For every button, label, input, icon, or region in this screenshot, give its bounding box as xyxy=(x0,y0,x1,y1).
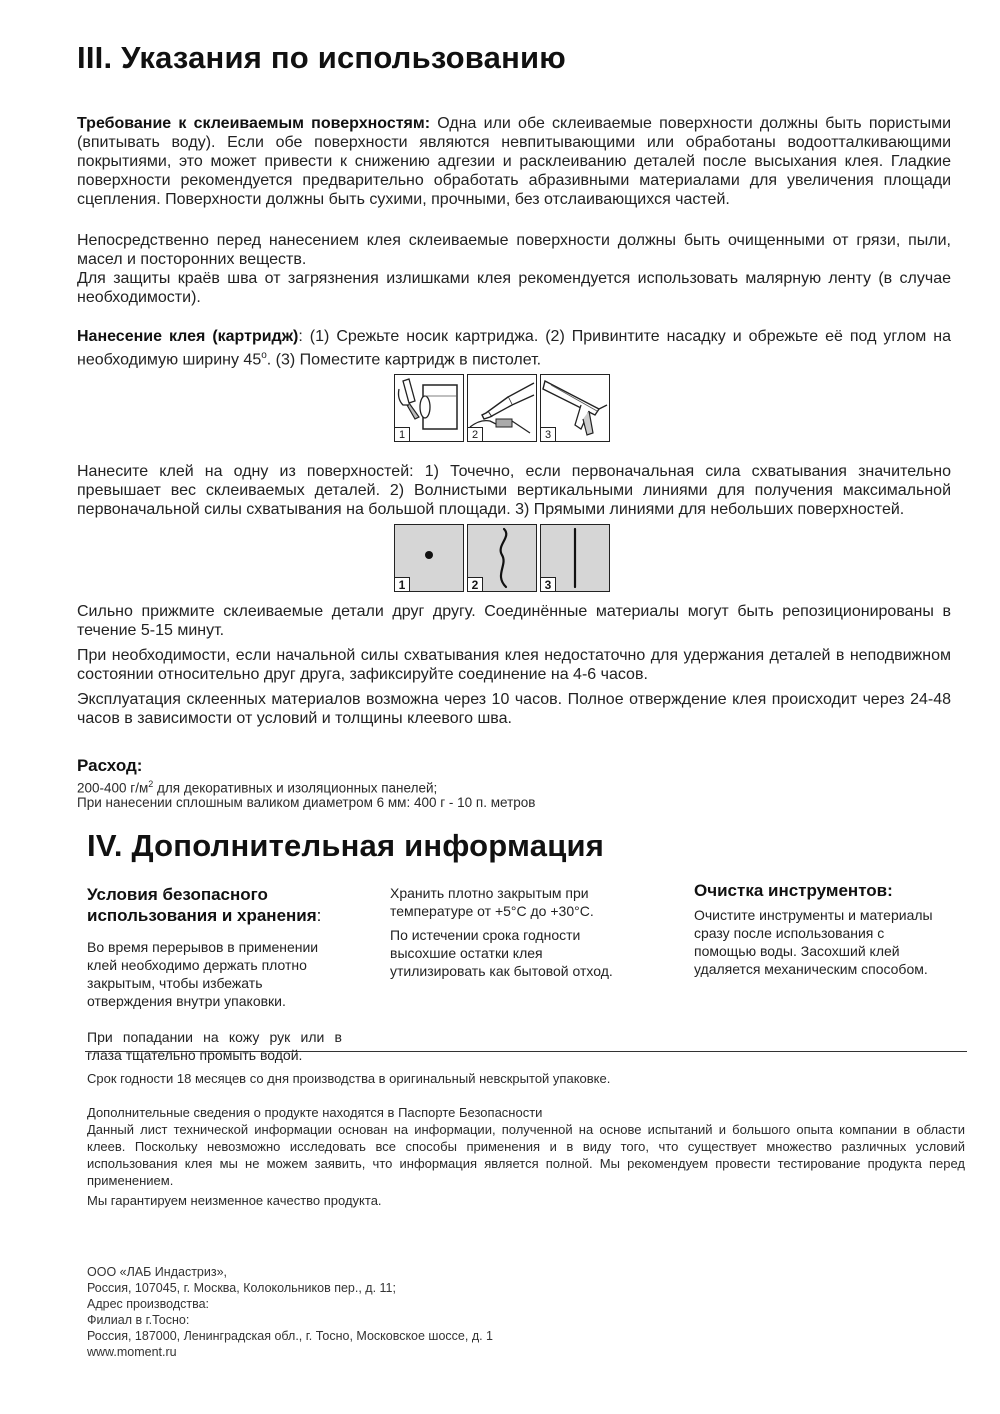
consumption-line-2: При нанесении сплошным валиком диаметром 6 мм: 400 г - 10 п. метров xyxy=(77,795,536,810)
step-number: 3 xyxy=(541,427,556,441)
footer-website-link[interactable]: www.moment.ru xyxy=(87,1345,177,1359)
press-paragraph: Сильно прижмите склеиваемые детали друг другу. Соединённые материалы могут быть репозиционированы в течение 5-15 минут. xyxy=(77,603,951,639)
application-text-b: . (3) Поместите картридж в пистолет. xyxy=(266,351,542,369)
shelf-life-text: Срок годности 18 месяцев со дня производства в оригинальный невскрытой упаковке. xyxy=(87,1071,611,1086)
storage-column xyxy=(390,884,640,980)
cartridge-steps-figure xyxy=(394,374,610,442)
dot-pattern-panel xyxy=(394,524,464,592)
pattern-number: 3 xyxy=(541,577,556,591)
straight-pattern-panel xyxy=(540,524,610,592)
cleaning-text: Очистите инструменты и материалы сразу после использования с помощью воды. Засохший клей удаляется механическим способом. xyxy=(694,907,933,977)
disclaimer-text: Данный лист технической информации основан на информации, полученной на основе испытаний и большого опыта компании в области клеев. Поскольку невозможно исследовать все способы применения и в виду того, что существует множество различных условий использования клея мы не можем заявить, что информация является полной. Мы рекомендуем провести тестирование продукта перед применением. xyxy=(87,1122,965,1188)
safety-heading: Условия безопасного использования и хранения: xyxy=(87,885,322,925)
apply-methods-paragraph: Нанесите клей на одну из поверхностей: 1) Точечно, если первоначальная сила схватывания значительно превышает вес склеиваемых деталей. 2) Волнистыми вертикальными линиями для получения максимальной первоначальной силы схватывания на большой площади. 3) Прямыми линиями для небольших поверхностей. xyxy=(77,463,951,518)
degree-mark: о xyxy=(261,350,267,361)
storage-text-2: По истечении срока годности высохшие остатки клея утилизировать как бытовой отход. xyxy=(390,927,613,979)
storage-text-1: Хранить плотно закрытым при температуре от +5°С до +30°С. xyxy=(390,885,594,919)
step-number: 2 xyxy=(468,427,483,441)
section-3-title: III. Указания по использованию xyxy=(77,40,566,75)
safety-text-1: Во время перерывов в применении клей необходимо держать плотно закрытым, чтобы избежать отверждения внутри упаковки. xyxy=(87,939,319,1009)
application-paragraph xyxy=(77,327,951,369)
sds-text: Дополнительные сведения о продукте находятся в Паспорте Безопасности xyxy=(87,1105,543,1120)
footer-address: Россия, 107045, г. Москва, Колокольников пер., д. 11; xyxy=(87,1281,396,1295)
cut-nozzle-illustration xyxy=(394,374,464,442)
footer-branch: Филиал в г.Тосно: xyxy=(87,1313,190,1327)
pattern-number: 2 xyxy=(468,577,483,591)
cure-paragraph: Эксплуатация склеенных материалов возможна через 10 часов. Полное отверждение клея происходит через 24-48 часов в зависимости от условий и толщины клеевого шва. xyxy=(77,691,951,727)
footer-company: ООО «ЛАБ Индастриз», xyxy=(87,1265,228,1279)
consumption-heading: Расход: xyxy=(77,756,143,775)
guarantee-text: Мы гарантируем неизменное качество продукта. xyxy=(87,1193,382,1208)
surfaces-label: Требование к склеиваемым поверхностям: xyxy=(77,115,431,132)
section-divider xyxy=(85,1051,967,1052)
safety-text-2: При попадании на кожу рук или в глаза тщательно промыть водой. xyxy=(87,1029,342,1063)
surfaces-paragraph xyxy=(77,114,951,209)
squared-mark: 2 xyxy=(148,779,154,789)
surfaces-text: Одна или обе склеиваемые поверхности должны быть пористыми (впитывать воду). Если обе поверхности являются невпитывающими или обработаны водоотталкивающими покрытиями, это может привести к снижению адгезии и расклеиванию деталей после высыхания клея. Гладкие поверхности рекомендуется предварительно обработать абразивными материалами для увеличения площади сцепления. Поверхности должны быть сухими, прочными, без отслаивающихся частей. xyxy=(77,115,952,208)
application-patterns-figure xyxy=(394,524,610,592)
application-label: Нанесение клея (картридж) xyxy=(77,328,299,345)
consumption-rate: 200-400 г/м xyxy=(77,780,149,796)
masking-paragraph: Для защиты краёв шва от загрязнения излишками клея рекомендуется использовать малярную ленту (в случае необходимости). xyxy=(77,270,951,306)
safety-storage-column xyxy=(87,884,342,1064)
wave-pattern-panel xyxy=(467,524,537,592)
application-text-a: : (1) Срежьте носик картриджа. (2) Привинтите насадку и обрежьте её под углом на необходимую ширину 45 xyxy=(77,328,951,369)
footer-branch-address: Россия, 187000, Ленинградская обл., г. Тосно, Московское шоссе, д. 1 xyxy=(87,1329,494,1343)
tool-cleaning-column xyxy=(694,880,944,978)
cleaning-paragraph: Непосредственно перед нанесением клея склеиваемые поверхности должны быть очищенными от грязи, пыли, масел и посторонних веществ. xyxy=(77,232,951,268)
consumption-rate-usage: для декоративных и изоляционных панелей; xyxy=(153,780,438,796)
section-4-title: IV. Дополнительная информация xyxy=(87,828,604,863)
footer-production-label: Адрес производства: xyxy=(87,1297,210,1311)
step-number: 1 xyxy=(395,427,410,441)
load-gun-illustration xyxy=(540,374,610,442)
attach-nozzle-illustration xyxy=(467,374,537,442)
pattern-number: 1 xyxy=(395,577,410,591)
fix-paragraph: При необходимости, если начальной силы схватывания клея недостаточно для удержания деталей в неподвижном состоянии относительно друг друга, зафиксируйте соединение на 4-6 часов. xyxy=(77,647,951,683)
cleaning-heading: Очистка инструментов: xyxy=(694,881,893,900)
